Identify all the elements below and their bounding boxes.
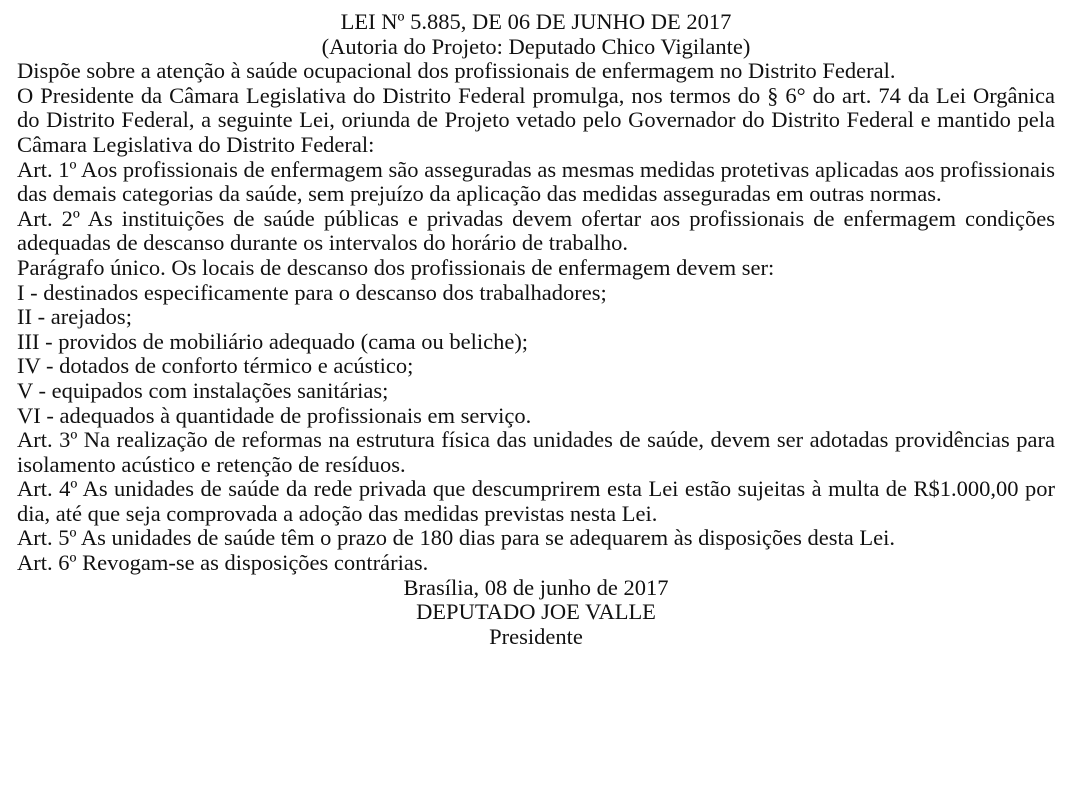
list-item-iii: III - providos de mobiliário adequado (cama ou beliche);: [17, 328, 529, 354]
article-2: Art. 2º As instituições de saúde públicas e privadas devem ofertar aos profissionais de enfermagem condições adequadas de descanso durante os intervalos do horário de trabalho.: [17, 205, 1055, 256]
list-item-vi: VI - adequados à quantidade de profissionais em serviço.: [17, 402, 532, 428]
sole-paragraph: Parágrafo único. Os locais de descanso dos profissionais de enfermagem devem ser:: [17, 254, 775, 280]
list-item-iv: IV - dotados de conforto térmico e acústico;: [17, 353, 414, 379]
article-3: Art. 3º Na realização de reformas na estrutura física das unidades de saúde, devem ser adotadas providências para isolamento acústico e retenção de resíduos.: [17, 427, 1055, 477]
list-item-ii: II - arejados;: [17, 304, 132, 330]
article-4: Art. 4º As unidades de saúde da rede privada que descumprirem esta Lei estão sujeitas à multa de R$1.000,00 por dia, até que seja comprovada a adoção das medidas previstas nesta Lei.: [17, 476, 1055, 526]
article-5: Art. 5º As unidades de saúde têm o prazo de 180 dias para se adequarem às disposições desta Lei.: [17, 525, 895, 551]
place-date: Brasília, 08 de junho de 2017: [403, 574, 669, 600]
article-1: Art. 1º Aos profissionais de enfermagem são asseguradas as mesmas medidas protetivas aplicadas aos profissionais das demais categorias da saúde, sem prejuízo da aplicação das medidas asseguradas em outras normas.: [17, 156, 1055, 207]
authorship-line: (Autoria do Projeto: Deputado Chico Vigilante): [321, 33, 751, 59]
list-item-v: V - equipados com instalações sanitárias;: [17, 377, 389, 403]
list-item-i: I - destinados especificamente para o descanso dos trabalhadores;: [17, 279, 607, 305]
preamble: O Presidente da Câmara Legislativa do Distrito Federal promulga, nos termos do § 6° do art. 74 da Lei Orgânica do Distrito Federal, a seguinte Lei, oriunda de Projeto vetado pelo Governador do Distrito Federal e mantido pela Câmara Legislativa do Distrito Federal:: [17, 82, 1055, 157]
article-6: Art. 6º Revogam-se as disposições contrárias.: [17, 550, 429, 576]
law-title: LEI Nº 5.885, DE 06 DE JUNHO DE 2017: [340, 9, 732, 34]
law-document: [17, 10, 1055, 649]
law-summary: Dispõe sobre a atenção à saúde ocupacional dos profissionais de enfermagem no Distrito Federal.: [17, 58, 896, 84]
signatory-name: DEPUTADO JOE VALLE: [416, 599, 656, 625]
signatory-role: Presidente: [489, 623, 583, 649]
